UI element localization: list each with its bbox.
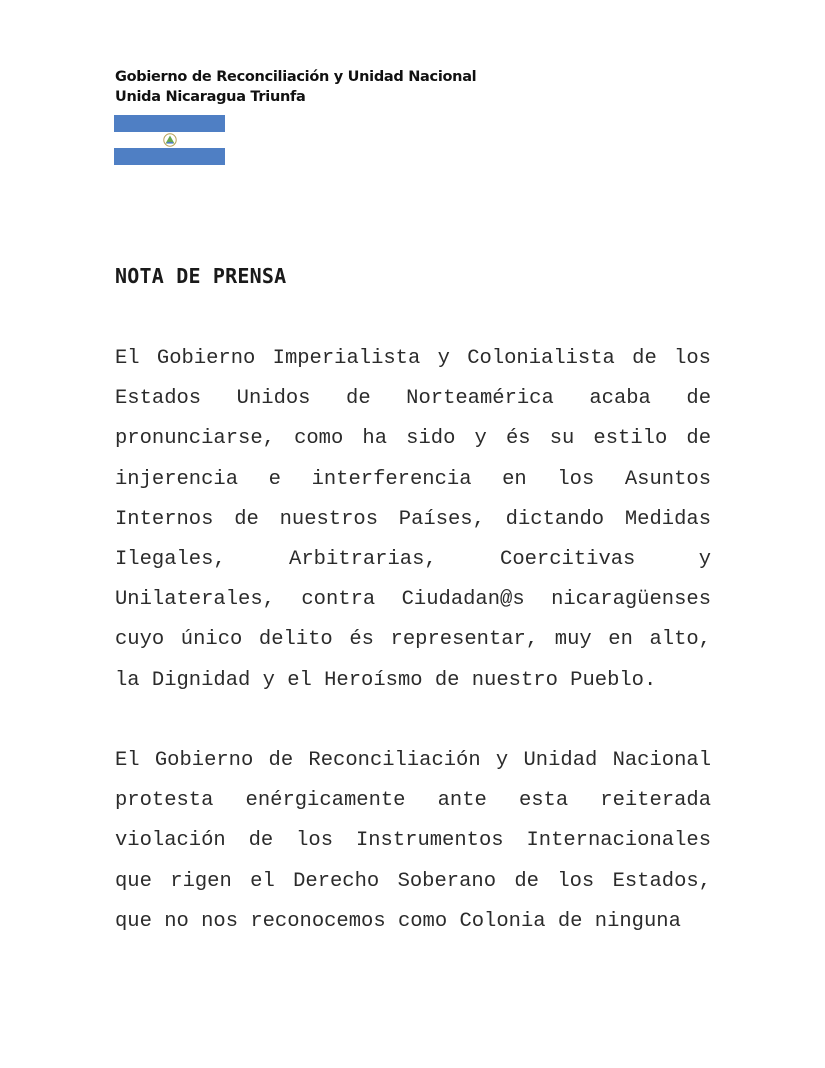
government-slogan: Unida Nicaragua Triunfa <box>115 89 306 105</box>
paragraph-1: El Gobierno Imperialista y Colonialista de los Estados Unidos de Norteamérica acaba de pronunciarse, como ha sido y és su estilo de injerencia e interferencia en los Asuntos Internos de nuestros Países, dictando Medidas Ilegales, Arbitrarias, Coercitivas y Unilaterales, contra Ciudadan@s nicaragüenses cuyo único delito és representar, muy en alto, la Dignidad y el Heroísmo de nuestro Pueblo. <box>115 347 711 692</box>
nicaragua-flag-icon <box>114 115 225 165</box>
flag-stripe-top <box>114 115 225 132</box>
flag-stripe-bottom <box>114 148 225 165</box>
government-name: Gobierno de Reconciliación y Unidad Nacional <box>115 69 477 85</box>
paragraph-2: El Gobierno de Reconciliación y Unidad Nacional protesta enérgicamente ante esta reiterada violación de los Instrumentos Internacionales que rigen el Derecho Soberano de los Estados, que no nos reconocemos como Colonia de ninguna <box>115 749 711 933</box>
press-release-title: NOTA DE PRENSA <box>115 264 287 288</box>
government-header <box>115 67 476 107</box>
coat-of-arms-icon <box>162 133 178 147</box>
